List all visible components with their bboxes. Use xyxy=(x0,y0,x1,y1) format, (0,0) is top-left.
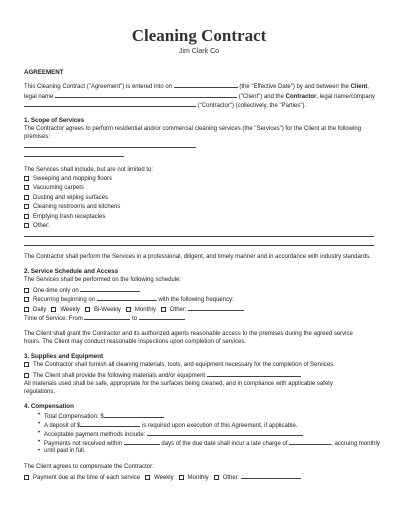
scope-include: The Services shall include, but are not limited to: xyxy=(24,166,154,173)
compensation-heading: 4. Compensation xyxy=(24,402,74,410)
other-field-2[interactable] xyxy=(24,237,374,246)
late-days-field[interactable] xyxy=(124,438,160,445)
frequency-label: Daily xyxy=(33,306,47,313)
checkbox[interactable] xyxy=(24,297,29,302)
service-item-label: Sweeping and mopping floors xyxy=(33,175,113,182)
checkbox[interactable] xyxy=(24,214,29,219)
schedule-intro: The Services shall be performed on the following schedule: xyxy=(24,276,182,283)
list-item-continued xyxy=(44,447,374,456)
late-label: days of the due date shall incur a late charge of xyxy=(161,440,288,447)
deposit-label: is required upon execution of this Agreement, if applicable. xyxy=(142,422,298,429)
frequency-label: Weekly xyxy=(60,306,80,313)
schedule-heading: 2. Service Schedule and Access xyxy=(24,267,119,275)
access-line-2: hours. The Client may conduct reasonable inspections upon completion of services. xyxy=(24,338,247,345)
payment-other-field[interactable] xyxy=(241,472,301,479)
checkbox[interactable] xyxy=(24,204,29,209)
agreement-text: ("Contractor") (collectively, the "Parties"). xyxy=(197,103,307,109)
time-from-field[interactable] xyxy=(84,313,130,320)
compensation-list xyxy=(24,411,380,456)
checkbox[interactable] xyxy=(24,373,29,378)
deposit-label: A deposit of $ xyxy=(44,422,81,429)
checkbox[interactable] xyxy=(214,475,219,480)
one-time-option[interactable] xyxy=(24,285,374,295)
payment-label: Payment due at the time of each service xyxy=(33,474,141,481)
late-label: until paid in full. xyxy=(44,447,86,454)
payment-label: Weekly xyxy=(154,474,174,481)
service-item-label: Cleaning restrooms and kitchens xyxy=(33,204,121,210)
supplies-note-1: All materials used shall be safe, appropriate for the surfaces being cleaned, and in compliance with applicable safety xyxy=(24,380,333,387)
checkbox[interactable] xyxy=(145,475,150,480)
scope-heading: 1. Scope of Services xyxy=(24,116,85,124)
agreement-text: ("Client") and the xyxy=(238,93,284,100)
list-item xyxy=(44,429,374,438)
list-item xyxy=(44,438,380,447)
checkbox[interactable] xyxy=(85,307,90,312)
methods-label: Acceptable payment methods include: xyxy=(44,431,146,438)
premises-field-2[interactable] xyxy=(24,150,124,157)
service-item[interactable] xyxy=(24,194,374,204)
access-line-1: The Client shall grant the Contractor and its authorized agents reasonable access to the premises during the agreed service xyxy=(24,330,353,337)
service-item[interactable] xyxy=(24,213,374,223)
supplies-label: The Client shall provide the following materials and/or equipment xyxy=(33,373,206,379)
supplies-heading: 3. Supplies and Equipment xyxy=(24,352,104,360)
list-item xyxy=(44,420,374,429)
agreement-text: , legal name/company xyxy=(316,93,376,100)
checkbox[interactable] xyxy=(24,195,29,200)
supplies-field[interactable] xyxy=(207,370,301,377)
frequency-row xyxy=(24,304,374,314)
service-item[interactable] xyxy=(24,203,374,213)
checkbox[interactable] xyxy=(179,475,184,480)
frequency-label: Monthly xyxy=(134,306,156,313)
client-name-field[interactable] xyxy=(55,91,237,98)
agreement-line-3 xyxy=(24,100,374,110)
date-field[interactable] xyxy=(174,81,238,88)
service-item[interactable] xyxy=(24,222,374,232)
scope-intro: The Contractor agrees to perform residential and/or commercial cleaning services (the "Services") for the Client at the following premises: xyxy=(24,125,362,140)
agreement-heading: AGREEMENT xyxy=(24,69,64,76)
supplies-option-2[interactable] xyxy=(24,370,374,380)
checkbox[interactable] xyxy=(24,176,29,181)
supplies-label: The Contractor shall furnish all cleaning materials, tools, and equipment necessary for the completion of Services. xyxy=(33,361,335,368)
late-charge-field[interactable] xyxy=(289,438,331,445)
checkbox[interactable] xyxy=(24,362,29,367)
frequency-label: Bi-Weekly xyxy=(93,306,121,313)
list-item xyxy=(44,411,374,420)
checkbox[interactable] xyxy=(24,288,29,293)
company-name: Jim Clark Co xyxy=(178,48,220,55)
contractor-label: Contractor xyxy=(285,93,317,100)
compensation-agree: The Client agrees to compensate the Contractor: xyxy=(24,463,154,470)
total-label: Total Compensation: $ xyxy=(44,413,104,420)
agreement-text: (the "Effective Date") by and between the xyxy=(239,84,349,90)
checkbox[interactable] xyxy=(24,223,29,228)
checkbox[interactable] xyxy=(24,307,29,312)
late-label: , accruing monthly xyxy=(331,440,380,447)
supplies-option-1[interactable] xyxy=(24,361,374,371)
one-time-label: One-time only on xyxy=(33,287,79,294)
client-label: Client xyxy=(350,84,368,90)
total-field[interactable] xyxy=(104,411,164,418)
checkbox[interactable] xyxy=(24,475,29,480)
service-item[interactable] xyxy=(24,184,374,194)
checkbox[interactable] xyxy=(126,307,131,312)
one-time-date-field[interactable] xyxy=(80,285,140,292)
deposit-field[interactable] xyxy=(80,420,140,427)
recurring-date-field[interactable] xyxy=(97,294,157,301)
contractor-name-field[interactable] xyxy=(24,100,196,107)
premises-field-1[interactable] xyxy=(24,141,196,148)
recurring-label: with the following frequency: xyxy=(158,297,234,303)
agreement-text: legal name xyxy=(24,93,54,100)
checkbox[interactable] xyxy=(161,307,166,312)
frequency-other-field[interactable] xyxy=(188,304,244,311)
late-label: Payments not received within xyxy=(44,440,123,447)
frequency-label: Other: xyxy=(169,306,187,313)
document-title: Cleaning Contract xyxy=(131,26,267,45)
methods-field[interactable] xyxy=(147,429,303,436)
service-item-label: Emptying trash receptacles xyxy=(33,213,106,220)
time-label: Time of Service: From xyxy=(24,316,83,322)
checkbox[interactable] xyxy=(24,185,29,190)
scope-standard: The Contractor shall perform the Services in a professional, diligent, and timely manner and in accordance with industry standards. xyxy=(24,253,371,260)
service-item[interactable] xyxy=(24,175,374,185)
service-item-label: Other: xyxy=(33,223,50,229)
time-to-field[interactable] xyxy=(139,313,185,320)
service-item-label: Vacuuming carpets xyxy=(33,185,84,191)
payment-label: Other: xyxy=(222,474,240,481)
recurring-label: Recurring beginning on xyxy=(33,297,96,303)
payment-label: Monthly xyxy=(187,474,209,481)
time-label: to xyxy=(132,316,138,322)
supplies-note-2: regulations. xyxy=(24,388,56,395)
agreement-line-1: This Cleaning Contract ("Agreement") is entered into on (the "Effective Date") by and between the Client, xyxy=(24,81,374,91)
agreement-text: This Cleaning Contract ("Agreement") is entered into on xyxy=(24,84,172,90)
time-of-service xyxy=(24,313,374,323)
payment-options xyxy=(24,472,374,482)
service-item-label: Dusting and wiping surfaces xyxy=(33,194,109,201)
checkbox[interactable] xyxy=(51,307,56,312)
agreement-line-2 xyxy=(24,91,374,101)
recurring-option[interactable] xyxy=(24,294,374,304)
